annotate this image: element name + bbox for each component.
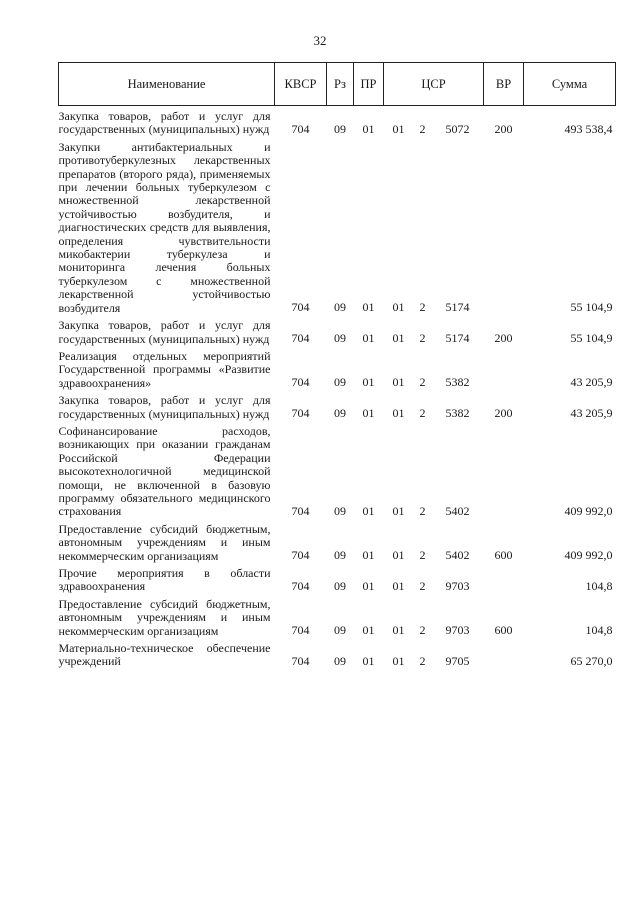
table-row xyxy=(59,638,616,669)
cell-csr-subprogram: 2 xyxy=(419,121,426,136)
cell-kvsr: 704 xyxy=(291,653,310,668)
cell-pr: 01 xyxy=(362,623,375,638)
cell-name: Предоставление субсидий бюджетным, автономным учреждениям и иным некоммерческим организациям xyxy=(58,521,271,563)
header-kvsr: КВСР xyxy=(275,63,327,106)
cell-pr: 01 xyxy=(362,548,375,562)
cell-name: Реализация отдельных мероприятий Государственной программы «Развитие здравоохранения» xyxy=(58,348,271,390)
cell-csr-subprogram: 2 xyxy=(419,623,426,638)
cell-sum: 55 104,9 xyxy=(570,330,613,345)
cell-name: Закупка товаров, работ и услуг для государственных (муниципальных) нужд xyxy=(58,318,271,346)
cell-sum: 493 538,4 xyxy=(564,121,613,136)
cell-kvsr: 704 xyxy=(291,548,310,562)
cell-csr-subprogram: 2 xyxy=(419,653,426,668)
cell-csr-program: 01 xyxy=(392,578,405,593)
cell-kvsr: 704 xyxy=(291,375,310,390)
cell-sum: 104,8 xyxy=(585,623,613,638)
header-rz: Рз xyxy=(327,63,354,106)
cell-sum: 55 104,9 xyxy=(570,300,613,315)
table-row xyxy=(59,421,616,519)
cell-vr: 200 xyxy=(494,121,513,136)
header-vr: ВР xyxy=(484,63,524,106)
cell-rz: 09 xyxy=(334,503,346,518)
header-sum: Сумма xyxy=(524,63,616,106)
cell-sum: 104,8 xyxy=(585,578,613,593)
cell-kvsr: 704 xyxy=(291,405,310,420)
cell-pr: 01 xyxy=(362,330,375,345)
cell-csr-program: 01 xyxy=(392,375,405,390)
cell-name: Предоставление субсидий бюджетным, автономным учреждениям и иным некоммерческим организациям xyxy=(58,596,271,638)
cell-csr-subprogram: 2 xyxy=(419,330,426,345)
cell-csr-direction: 5174 xyxy=(445,330,470,345)
cell-rz: 09 xyxy=(334,330,346,345)
cell-vr: 600 xyxy=(494,548,513,562)
table-row xyxy=(59,315,616,346)
cell-pr: 01 xyxy=(362,578,375,593)
table-row xyxy=(59,346,616,390)
cell-vr: 200 xyxy=(494,405,513,420)
cell-csr-direction: 5402 xyxy=(445,548,470,562)
cell-csr-subprogram: 2 xyxy=(419,503,426,518)
cell-csr-program: 01 xyxy=(392,548,405,562)
header-pr: ПР xyxy=(354,63,384,106)
cell-csr-subprogram: 2 xyxy=(419,548,426,562)
cell-kvsr: 704 xyxy=(291,503,310,518)
cell-kvsr: 704 xyxy=(291,330,310,345)
budget-table xyxy=(58,62,616,669)
cell-csr-direction: 5382 xyxy=(445,375,470,390)
cell-rz: 09 xyxy=(334,121,346,136)
cell-pr: 01 xyxy=(362,503,375,518)
table-row xyxy=(59,106,616,137)
cell-rz: 09 xyxy=(334,548,346,562)
cell-csr-direction: 9703 xyxy=(445,623,470,638)
cell-csr-program: 01 xyxy=(392,653,405,668)
cell-name: Прочие мероприятия в области здравоохранения xyxy=(58,566,271,594)
cell-rz: 09 xyxy=(334,653,346,668)
cell-csr-direction: 5402 xyxy=(445,503,470,518)
cell-sum: 409 992,0 xyxy=(564,503,613,518)
table-body xyxy=(59,106,616,669)
cell-csr-program: 01 xyxy=(392,623,405,638)
table-row xyxy=(59,563,616,594)
cell-vr xyxy=(484,346,524,390)
cell-csr-subprogram: 2 xyxy=(419,405,426,420)
cell-vr: 600 xyxy=(494,623,513,638)
header-name: Наименование xyxy=(59,63,275,106)
cell-sum: 43 205,9 xyxy=(570,375,613,390)
cell-sum: 43 205,9 xyxy=(570,405,613,420)
cell-pr: 01 xyxy=(362,121,375,136)
cell-rz: 09 xyxy=(334,375,346,390)
cell-vr xyxy=(484,137,524,315)
cell-vr xyxy=(484,421,524,519)
cell-csr-program: 01 xyxy=(392,121,405,136)
cell-pr: 01 xyxy=(362,405,375,420)
cell-sum: 409 992,0 xyxy=(564,548,613,562)
cell-csr-program: 01 xyxy=(392,503,405,518)
cell-kvsr: 704 xyxy=(291,121,310,136)
cell-rz: 09 xyxy=(334,405,346,420)
cell-csr-program: 01 xyxy=(392,405,405,420)
cell-vr: 200 xyxy=(494,330,513,345)
table-header-row xyxy=(59,63,616,106)
cell-csr-subprogram: 2 xyxy=(419,578,426,593)
cell-rz: 09 xyxy=(334,578,346,593)
table-row xyxy=(59,519,616,563)
cell-vr xyxy=(484,638,524,669)
cell-csr-program: 01 xyxy=(392,300,405,315)
cell-sum: 65 270,0 xyxy=(570,653,613,668)
table-row xyxy=(59,137,616,315)
cell-csr-direction: 9705 xyxy=(445,653,470,668)
cell-name: Закупки антибактериальных и противотуберкулезных лекарственных препаратов (второго ряда), применяемых при лечении больных туберкулезом с множественной лекарственной устойчивостью возбудителя, и диагностических средств для выявления, определения чувствительности микобактерии туберкулеза и мониторинга лечения больных туберкулезом с множественной лекарственной устойчивостью возбудителя xyxy=(58,139,271,315)
cell-csr-subprogram: 2 xyxy=(419,375,426,390)
cell-name: Материально-техническое обеспечение учреждений xyxy=(58,641,271,669)
cell-kvsr: 704 xyxy=(291,623,310,638)
cell-pr: 01 xyxy=(362,300,375,315)
cell-csr-subprogram: 2 xyxy=(419,300,426,315)
cell-csr-direction: 5174 xyxy=(445,300,470,315)
cell-vr xyxy=(484,563,524,594)
table-row xyxy=(59,594,616,638)
cell-pr: 01 xyxy=(362,653,375,668)
cell-csr-direction: 5382 xyxy=(445,405,470,420)
cell-rz: 09 xyxy=(334,623,346,638)
cell-name: Закупка товаров, работ и услуг для государственных (муниципальных) нужд xyxy=(58,109,271,137)
cell-csr-direction: 5072 xyxy=(445,121,470,136)
cell-kvsr: 704 xyxy=(291,578,310,593)
cell-pr: 01 xyxy=(362,375,375,390)
cell-name: Софинансирование расходов, возникающих при оказании гражданам Российской Федерации высокотехнологичной медицинской помощи, не включенной в базовую программу обязательного медицинского страхования xyxy=(58,423,271,519)
cell-rz: 09 xyxy=(334,300,346,315)
cell-name: Закупка товаров, работ и услуг для государственных (муниципальных) нужд xyxy=(58,393,271,421)
page-number: 32 xyxy=(313,33,327,48)
table-row xyxy=(59,390,616,421)
cell-csr-program: 01 xyxy=(392,330,405,345)
cell-csr-direction: 9703 xyxy=(445,578,470,593)
header-csr: ЦСР xyxy=(384,63,484,106)
cell-kvsr: 704 xyxy=(291,300,310,315)
